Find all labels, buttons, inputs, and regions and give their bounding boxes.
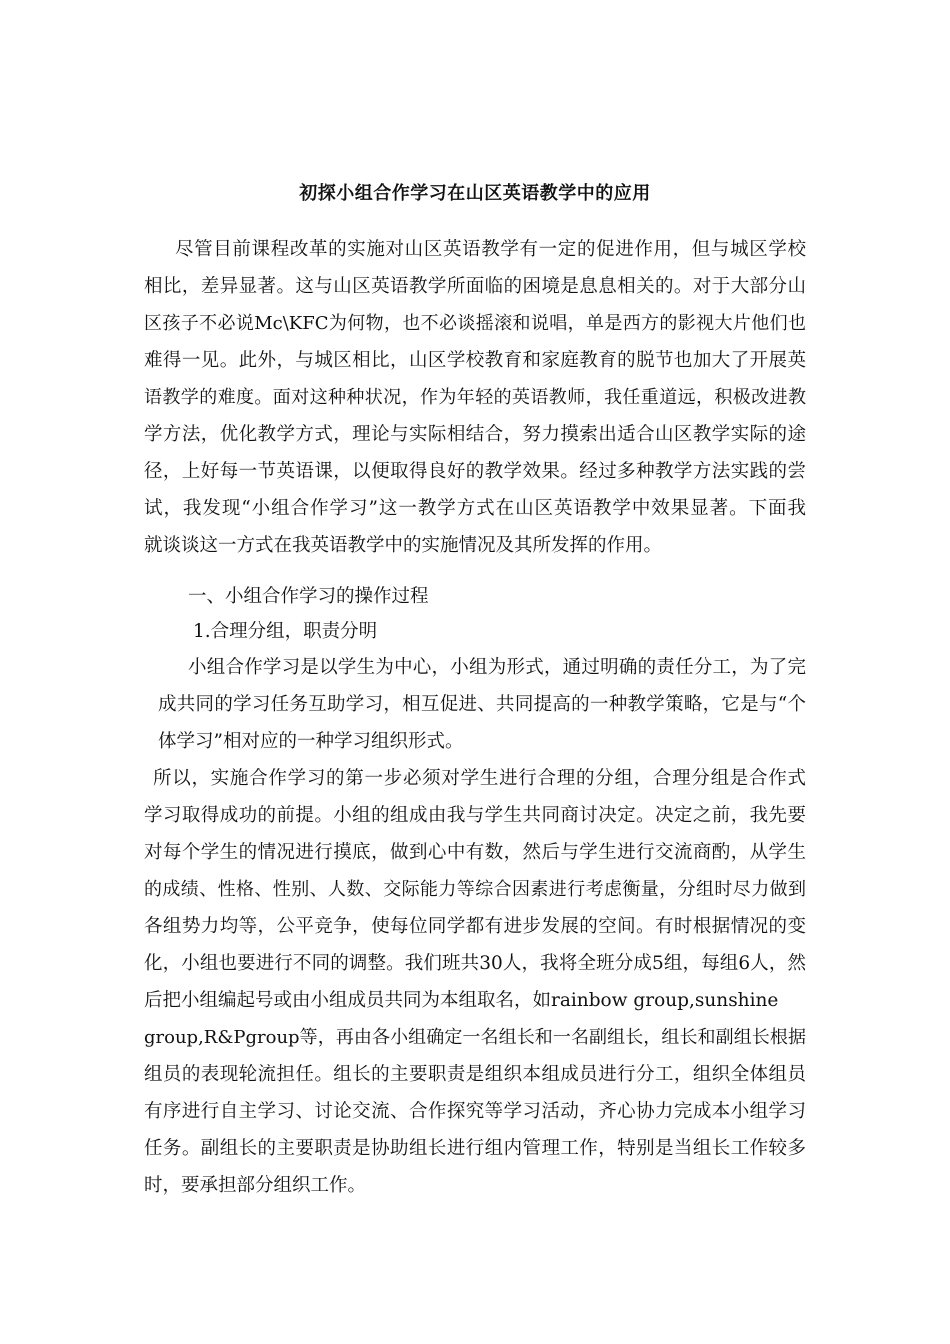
paragraph-line: 所以，实施合作学习的第一步必须对学生进行合理的分组，合理分组是合作式 xyxy=(153,768,806,789)
paragraph-line: 学习取得成功的前提。小组的组成由我与学生共同商讨决定。决定之前，我先要 xyxy=(144,805,806,826)
paragraph-line: 成共同的学习任务互助学习，相互促进、共同提高的一种教学策略，它是与“个 xyxy=(158,694,806,715)
subsection-heading: 1.合理分组，职责分明 xyxy=(193,621,378,642)
paragraph-line: 任务。副组长的主要职责是协助组长进行组内管理工作，特别是当组长工作较多 xyxy=(144,1138,806,1159)
paragraph-line: 各组势力均等，公平竞争，使每位同学都有进步发展的空间。有时根据情况的变 xyxy=(144,916,806,937)
paragraph-line: 语教学的难度。面对这种种状况，作为年轻的英语教师，我任重道远，积极改进教 xyxy=(144,387,806,408)
paragraph-line: 小组合作学习是以学生为中心，小组为形式，通过明确的责任分工，为了完 xyxy=(188,657,806,678)
paragraph-line: 难得一见。此外，与城区相比，山区学校教育和家庭教育的脱节也加大了开展英 xyxy=(144,350,806,371)
paragraph-line: 试，我发现“小组合作学习”这一教学方式在山区英语教学中效果显著。下面我 xyxy=(144,498,806,519)
section-heading: 一、小组合作学习的操作过程 xyxy=(188,586,429,607)
paragraph-line: 组员的表现轮流担任。组长的主要职责是组织本组成员进行分工，组织全体组员 xyxy=(144,1064,806,1085)
paragraph-line: 区孩子不必说Mc\KFC为何物，也不必谈摇滚和说唱，单是西方的影视大片他们也 xyxy=(144,313,806,334)
paragraph-line: 学方法，优化教学方式，理论与实际相结合，努力摸索出适合山区教学实际的途 xyxy=(144,424,806,445)
paragraph-line: 就谈谈这一方式在我英语教学中的实施情况及其所发挥的作用。 xyxy=(144,535,663,556)
paragraph-line: 有序进行自主学习、讨论交流、合作探究等学习活动，齐心协力完成本小组学习 xyxy=(144,1101,806,1122)
paragraph-line: 径，上好每一节英语课，以便取得良好的教学效果。经过多种教学方法实践的尝 xyxy=(144,461,806,482)
paragraph-line: 化，小组也要进行不同的调整。我们班共30人，我将全班分成5组，每组6人，然 xyxy=(144,953,806,974)
paragraph-line: 对每个学生的情况进行摸底，做到心中有数，然后与学生进行交流商酌，从学生 xyxy=(144,842,806,863)
paragraph-line: 相比，差异显著。这与山区英语教学所面临的困境是息息相关的。对于大部分山 xyxy=(144,276,806,297)
paragraph-line: group,R&Pgroup等，再由各小组确定一名组长和一名副组长，组长和副组长根据 xyxy=(144,1027,806,1048)
paragraph-line: 后把小组编起号或由小组成员共同为本组取名，如rainbow group,sunshine xyxy=(144,990,779,1011)
paragraph-line: 时，要承担部分组织工作。 xyxy=(144,1175,367,1196)
paragraph-line: 的成绩、性格、性别、人数、交际能力等综合因素进行考虑衡量，分组时尽力做到 xyxy=(144,879,806,900)
document-title: 初探小组合作学习在山区英语教学中的应用 xyxy=(299,183,651,204)
paragraph-line: 体学习”相对应的一种学习组织形式。 xyxy=(158,731,464,752)
paragraph-line: 尽管目前课程改革的实施对山区英语教学有一定的促进作用，但与城区学校 xyxy=(175,239,806,260)
